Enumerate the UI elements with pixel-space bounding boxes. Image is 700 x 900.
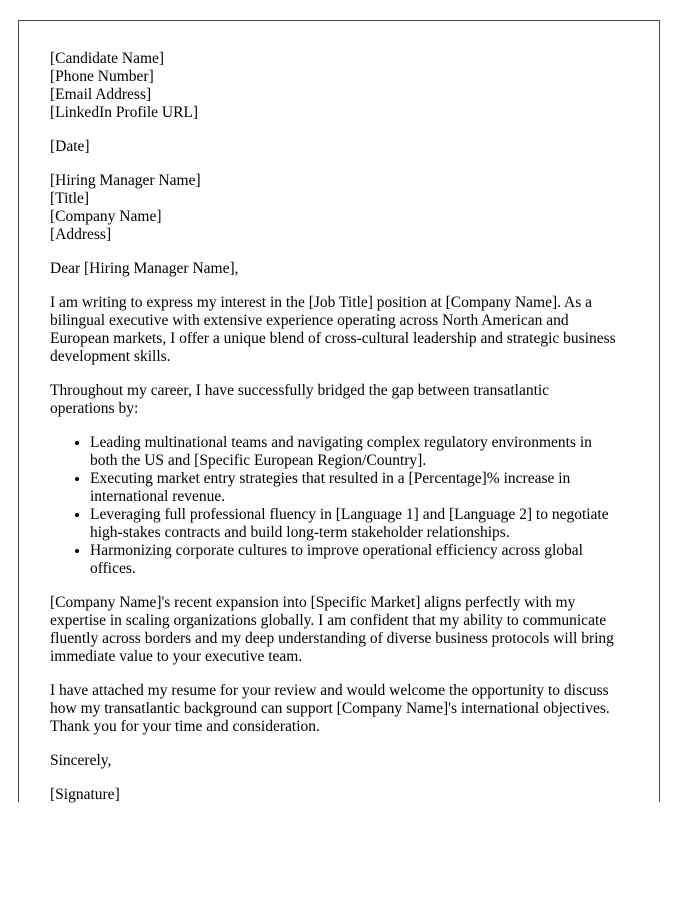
paragraph-line: development skills. xyxy=(50,348,171,365)
paragraph-line: how my transatlantic background can support [Company Name]'s international objectives. xyxy=(50,700,610,717)
paragraph-line: [Company Name]'s recent expansion into [Specific Market] aligns perfectly with my xyxy=(50,594,576,611)
list-item-line: • Executing market entry strategies that resulted in a [Percentage]% increase in xyxy=(90,470,571,487)
signature xyxy=(50,786,650,804)
list-item-line: high-stakes contracts and build long-term stakeholder relationships. xyxy=(90,524,510,541)
paragraph-closing xyxy=(50,682,650,736)
signature-text: [Signature] xyxy=(50,786,120,803)
list-item-line: offices. xyxy=(90,560,136,577)
sender-block xyxy=(50,50,650,122)
list-item-line: • Leading multinational teams and navigating complex regulatory environments in xyxy=(90,434,592,451)
list-item xyxy=(90,506,650,542)
list-item-line: both the US and [Specific European Region/Country]. xyxy=(90,452,427,469)
closing xyxy=(50,752,650,770)
recipient-name: [Hiring Manager Name] xyxy=(50,172,201,189)
list-item xyxy=(90,434,650,470)
list-item-line: • Harmonizing corporate cultures to improve operational efficiency across global xyxy=(90,542,583,559)
paragraph-line: bilingual executive with extensive experience operating across North American and xyxy=(50,312,569,329)
paragraph-line: European markets, I offer a unique blend of cross-cultural leadership and strategic business xyxy=(50,330,616,347)
letter-page xyxy=(18,20,660,802)
paragraph-line: I am writing to express my interest in the [Job Title] position at [Company Name]. As a xyxy=(50,294,593,311)
paragraph-career xyxy=(50,382,650,418)
sender-name: [Candidate Name] xyxy=(50,50,165,67)
list-item xyxy=(90,542,650,578)
list-item xyxy=(90,470,650,506)
paragraph-company-fit xyxy=(50,594,650,666)
paragraph-line: operations by: xyxy=(50,400,139,417)
paragraph-line: Thank you for your time and consideration. xyxy=(50,718,320,735)
recipient-block xyxy=(50,172,650,244)
recipient-company: [Company Name] xyxy=(50,208,162,225)
recipient-address: [Address] xyxy=(50,226,112,243)
sender-phone: [Phone Number] xyxy=(50,68,154,85)
paragraph-line: I have attached my resume for your review and would welcome the opportunity to discuss xyxy=(50,682,609,699)
closing-text: Sincerely, xyxy=(50,752,112,769)
paragraph-line: fluently across borders and my deep understanding of diverse business protocols will bring xyxy=(50,630,614,647)
list-item-line: international revenue. xyxy=(90,488,226,505)
salutation xyxy=(50,260,650,278)
sender-linkedin: [LinkedIn Profile URL] xyxy=(50,104,199,121)
paragraph-intro xyxy=(50,294,650,366)
paragraph-line: Throughout my career, I have successfully bridged the gap between transatlantic xyxy=(50,382,550,399)
paragraph-line: expertise in scaling organizations globally. I am confident that my ability to communicate xyxy=(50,612,607,629)
letter-date: [Date] xyxy=(50,138,90,155)
salutation-text: Dear [Hiring Manager Name], xyxy=(50,260,239,277)
sender-email: [Email Address] xyxy=(50,86,152,103)
list-item-line: • Leveraging full professional fluency in [Language 1] and [Language 2] to negotiate xyxy=(90,506,609,523)
achievements-list xyxy=(50,434,650,578)
date-block xyxy=(50,138,650,156)
recipient-title: [Title] xyxy=(50,190,90,207)
letter-content xyxy=(50,50,650,804)
paragraph-line: immediate value to your executive team. xyxy=(50,648,303,665)
